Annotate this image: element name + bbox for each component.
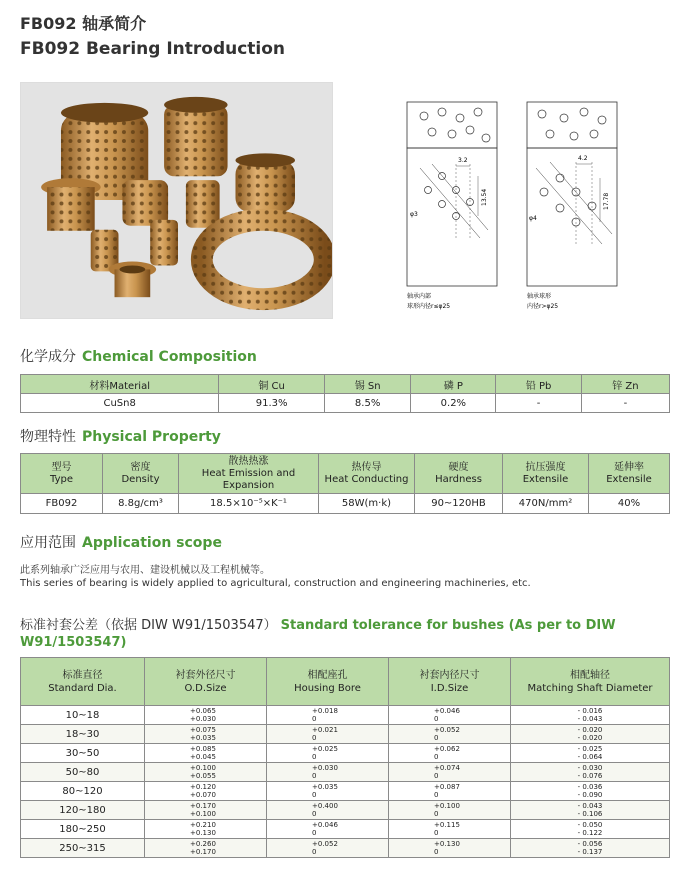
table-header-row: [21, 658, 670, 706]
od-size-cell: [145, 744, 267, 763]
hole-pattern-drawing-small: [402, 98, 502, 316]
tolerance-value: 0: [434, 734, 439, 742]
id-size-cell: [389, 744, 511, 763]
tolerance-value: +0.085: [190, 745, 216, 753]
tolerance-table-body: [21, 706, 670, 858]
header-cn: 延伸率: [614, 461, 644, 473]
housing-bore-cell: [267, 763, 389, 782]
table-row: [21, 706, 670, 725]
table-header-row: [21, 375, 670, 394]
id-size-cell: [389, 801, 511, 820]
housing-bore-cell: [267, 782, 389, 801]
standard-dia-cell: 80~120: [21, 782, 145, 801]
tolerance-value: +0.052: [434, 726, 460, 734]
tolerance-value: +0.025: [312, 745, 338, 753]
table-header-cell: [389, 658, 511, 706]
tolerance-value: 0: [434, 791, 439, 799]
header-cn: 散热热涨: [228, 455, 269, 467]
table-row: [21, 801, 670, 820]
tolerance-value: +0.100: [190, 810, 216, 818]
housing-bore-cell: [267, 725, 389, 744]
tolerance-value: +0.170: [190, 802, 216, 810]
table-row: [21, 839, 670, 858]
shaft-diameter-cell: [511, 744, 670, 763]
tolerance-value: +0.070: [190, 791, 216, 799]
tolerance-value: 0: [434, 715, 439, 723]
dim-height-label: 17.78: [603, 192, 610, 210]
table-cell: CuSn8: [21, 394, 219, 413]
header-en: Extensile: [522, 473, 569, 485]
drawing-note-line1: 轴承球形: [527, 293, 552, 300]
id-size-cell: [389, 706, 511, 725]
tolerance-value: - 0.025: [577, 745, 603, 753]
application-text-en: This series of bearing is widely applied to agricultural, construction and engineering machineries, etc.: [20, 578, 531, 589]
page-title-cn: FB092 轴承简介: [20, 14, 147, 33]
tolerance-value: - 0.016: [577, 707, 603, 715]
tolerance-value: +0.210: [190, 821, 216, 829]
tolerance-value: +0.170: [190, 848, 216, 856]
table-row: [21, 782, 670, 801]
tolerance-value: - 0.020: [577, 734, 603, 742]
tolerance-value: 0: [434, 848, 439, 856]
tolerance-value: +0.400: [312, 802, 338, 810]
tolerance-value: - 0.106: [577, 810, 603, 818]
tolerance-value: +0.035: [312, 783, 338, 791]
header-en: O.D.Size: [184, 682, 227, 694]
tolerance-value: +0.130: [190, 829, 216, 837]
table-cell: 0.2%: [411, 394, 496, 413]
table-header-cell: 铜 Cu: [219, 375, 325, 394]
standard-dia-cell: 250~315: [21, 839, 145, 858]
tolerance-value: +0.021: [312, 726, 338, 734]
standard-dia-cell: 18~30: [21, 725, 145, 744]
table-row: [21, 744, 670, 763]
table-header-cell: [319, 454, 415, 494]
table-header-cell: 磷 P: [411, 375, 496, 394]
tolerance-value: +0.030: [312, 764, 338, 772]
od-size-cell: [145, 801, 267, 820]
table-header-cell: [511, 658, 670, 706]
header-cn: 热传导: [351, 461, 382, 473]
tolerance-value: - 0.076: [577, 772, 603, 780]
tolerance-value: - 0.043: [577, 802, 603, 810]
shaft-diameter-cell: [511, 725, 670, 744]
tolerance-value: +0.055: [190, 772, 216, 780]
tolerance-value: - 0.020: [577, 726, 603, 734]
housing-bore-cell: [267, 801, 389, 820]
header-cn: 衬套外径尺寸: [175, 669, 236, 681]
header-cn: 标准直径: [62, 669, 103, 681]
section-title-cn: 物理特性: [20, 429, 76, 445]
tolerance-value: 0: [312, 772, 317, 780]
tolerance-value: +0.075: [190, 726, 216, 734]
table-cell: 8.8g/cm³: [103, 494, 179, 514]
dim-pitch-label: 3.2: [458, 157, 468, 164]
table-header-cell: [589, 454, 670, 494]
section-title-cn: 应用范围: [20, 535, 76, 551]
housing-bore-cell: [267, 706, 389, 725]
table-header-cell: [503, 454, 589, 494]
table-row: [21, 820, 670, 839]
dim-height-label: 13.54: [481, 188, 488, 206]
tolerance-value: 0: [312, 734, 317, 742]
tolerance-value: +0.062: [434, 745, 460, 753]
table-header-cell: [21, 658, 145, 706]
standard-dia-cell: 50~80: [21, 763, 145, 782]
table-row: [21, 394, 670, 413]
table-header-cell: 锡 Sn: [324, 375, 411, 394]
header-cn: 抗压强度: [525, 461, 566, 473]
tolerance-value: 0: [312, 848, 317, 856]
shaft-diameter-cell: [511, 801, 670, 820]
drawing-note-line1: 轴承内部: [407, 293, 432, 300]
shaft-diameter-cell: [511, 820, 670, 839]
physical-section-title: [20, 426, 221, 446]
header-cn: 密度: [130, 461, 151, 473]
tolerance-value: - 0.056: [577, 840, 603, 848]
tolerance-value: - 0.030: [577, 764, 603, 772]
tolerance-value: +0.035: [190, 734, 216, 742]
tolerance-value: 0: [312, 715, 317, 723]
housing-bore-cell: [267, 744, 389, 763]
shaft-diameter-cell: [511, 839, 670, 858]
id-size-cell: [389, 763, 511, 782]
table-header-cell: [267, 658, 389, 706]
od-size-cell: [145, 763, 267, 782]
physical-table: [20, 453, 670, 514]
tolerance-value: 0: [434, 829, 439, 837]
table-cell: 58W(m·k): [319, 494, 415, 514]
tolerance-value: - 0.122: [577, 829, 603, 837]
table-cell: 8.5%: [324, 394, 411, 413]
tolerance-value: - 0.050: [577, 821, 603, 829]
table-header-cell: 铅 Pb: [496, 375, 582, 394]
tolerance-value: - 0.090: [577, 791, 603, 799]
chemical-table: [20, 374, 670, 413]
tolerance-value: 0: [434, 753, 439, 761]
application-text-cn: 此系列轴承广泛应用与农用、建设机械以及工程机械等。: [20, 565, 270, 576]
tolerance-value: - 0.064: [577, 753, 603, 761]
section-title-en: Physical Property: [82, 429, 221, 445]
tolerance-value: - 0.036: [577, 783, 603, 791]
tolerance-value: +0.030: [190, 715, 216, 723]
tolerance-value: +0.046: [434, 707, 460, 715]
header-en: Hardness: [435, 473, 482, 485]
header-en: Housing Bore: [294, 682, 361, 694]
table-header-cell: [103, 454, 179, 494]
table-header-row: [21, 454, 670, 494]
header-en: Type: [50, 473, 73, 485]
shaft-diameter-cell: [511, 763, 670, 782]
standard-dia-cell: 120~180: [21, 801, 145, 820]
tolerance-value: +0.120: [190, 783, 216, 791]
od-size-cell: [145, 725, 267, 744]
table-header-cell: 材料Material: [21, 375, 219, 394]
bearing-photo: [20, 82, 333, 319]
section-title-en: Chemical Composition: [82, 349, 257, 365]
table-cell: -: [496, 394, 582, 413]
header-cn: 硬度: [448, 461, 469, 473]
header-cn: 相配轴径: [570, 669, 610, 681]
table-cell: FB092: [21, 494, 103, 514]
tolerance-value: +0.130: [434, 840, 460, 848]
tolerance-value: +0.100: [434, 802, 460, 810]
tolerance-value: +0.260: [190, 840, 216, 848]
table-header-cell: [21, 454, 103, 494]
header-en: Heat Conducting: [324, 473, 409, 485]
tolerance-value: +0.046: [312, 821, 338, 829]
tolerance-value: - 0.137: [577, 848, 603, 856]
header-en: I.D.Size: [430, 682, 469, 694]
housing-bore-cell: [267, 820, 389, 839]
tolerance-value: 0: [312, 791, 317, 799]
section-title-cn: 标准衬套公差（依据 DIW W91/1503547）: [20, 618, 277, 633]
dim-pitch-label: 4.2: [578, 155, 588, 162]
tolerance-value: +0.045: [190, 753, 216, 761]
header-cn: 型号: [51, 461, 72, 473]
drawing-note-line2: 球形内径r≤φ25: [407, 303, 451, 310]
tolerance-value: +0.052: [312, 840, 338, 848]
dim-hole-label: φ4: [529, 215, 537, 222]
section-title-en: Application scope: [82, 535, 222, 551]
table-header-cell: 锌 Zn: [581, 375, 669, 394]
shaft-diameter-cell: [511, 706, 670, 725]
table-cell: 40%: [589, 494, 670, 514]
section-title-en: Standard tolerance for bushes (As per to DIW W91/1503547): [20, 618, 616, 650]
standard-dia-cell: 180~250: [21, 820, 145, 839]
tolerance-value: +0.065: [190, 707, 216, 715]
tolerance-value: +0.100: [190, 764, 216, 772]
table-header-cell: [145, 658, 267, 706]
drawing-note-line2: 内径r>φ25: [527, 303, 559, 310]
table-cell: 90~120HB: [415, 494, 503, 514]
standard-dia-cell: 10~18: [21, 706, 145, 725]
header-en: Extensile: [606, 473, 652, 485]
tolerance-value: - 0.043: [577, 715, 603, 723]
standard-dia-cell: 30~50: [21, 744, 145, 763]
tolerance-value: +0.018: [312, 707, 338, 715]
tolerance-value: +0.074: [434, 764, 460, 772]
hole-pattern-drawing-large: [522, 98, 622, 316]
od-size-cell: [145, 782, 267, 801]
dim-hole-label: φ3: [410, 211, 418, 218]
id-size-cell: [389, 820, 511, 839]
table-header-cell: [179, 454, 319, 494]
table-cell: 470N/mm²: [503, 494, 589, 514]
tolerance-value: 0: [434, 810, 439, 818]
od-size-cell: [145, 820, 267, 839]
section-title-cn: 化学成分: [20, 349, 76, 365]
header-en: Heat Emission and Expansion: [201, 467, 296, 491]
tolerance-section-title: [20, 617, 680, 651]
header-cn: 衬套内径尺寸: [419, 669, 480, 681]
header-cn: 相配座孔: [307, 669, 348, 681]
chemical-section-title: [20, 346, 257, 366]
shaft-diameter-cell: [511, 782, 670, 801]
table-row: [21, 494, 670, 514]
tolerance-value: 0: [312, 753, 317, 761]
header-en: Density: [121, 473, 160, 485]
id-size-cell: [389, 839, 511, 858]
tolerance-table: [20, 657, 670, 858]
table-cell: 18.5×10⁻⁵×K⁻¹: [179, 494, 319, 514]
housing-bore-cell: [267, 839, 389, 858]
table-header-cell: [415, 454, 503, 494]
tolerance-value: +0.087: [434, 783, 460, 791]
id-size-cell: [389, 725, 511, 744]
tolerance-value: 0: [434, 772, 439, 780]
id-size-cell: [389, 782, 511, 801]
application-section-title: [20, 532, 222, 552]
header-en: Standard Dia.: [48, 682, 117, 694]
od-size-cell: [145, 839, 267, 858]
table-row: [21, 725, 670, 744]
table-cell: -: [581, 394, 669, 413]
tolerance-value: 0: [312, 810, 317, 818]
tolerance-value: 0: [312, 829, 317, 837]
header-en: Matching Shaft Diameter: [527, 682, 653, 694]
tolerance-value: +0.115: [434, 821, 460, 829]
table-row: [21, 763, 670, 782]
table-cell: 91.3%: [219, 394, 325, 413]
page-title-en: FB092 Bearing Introduction: [20, 39, 286, 59]
od-size-cell: [145, 706, 267, 725]
